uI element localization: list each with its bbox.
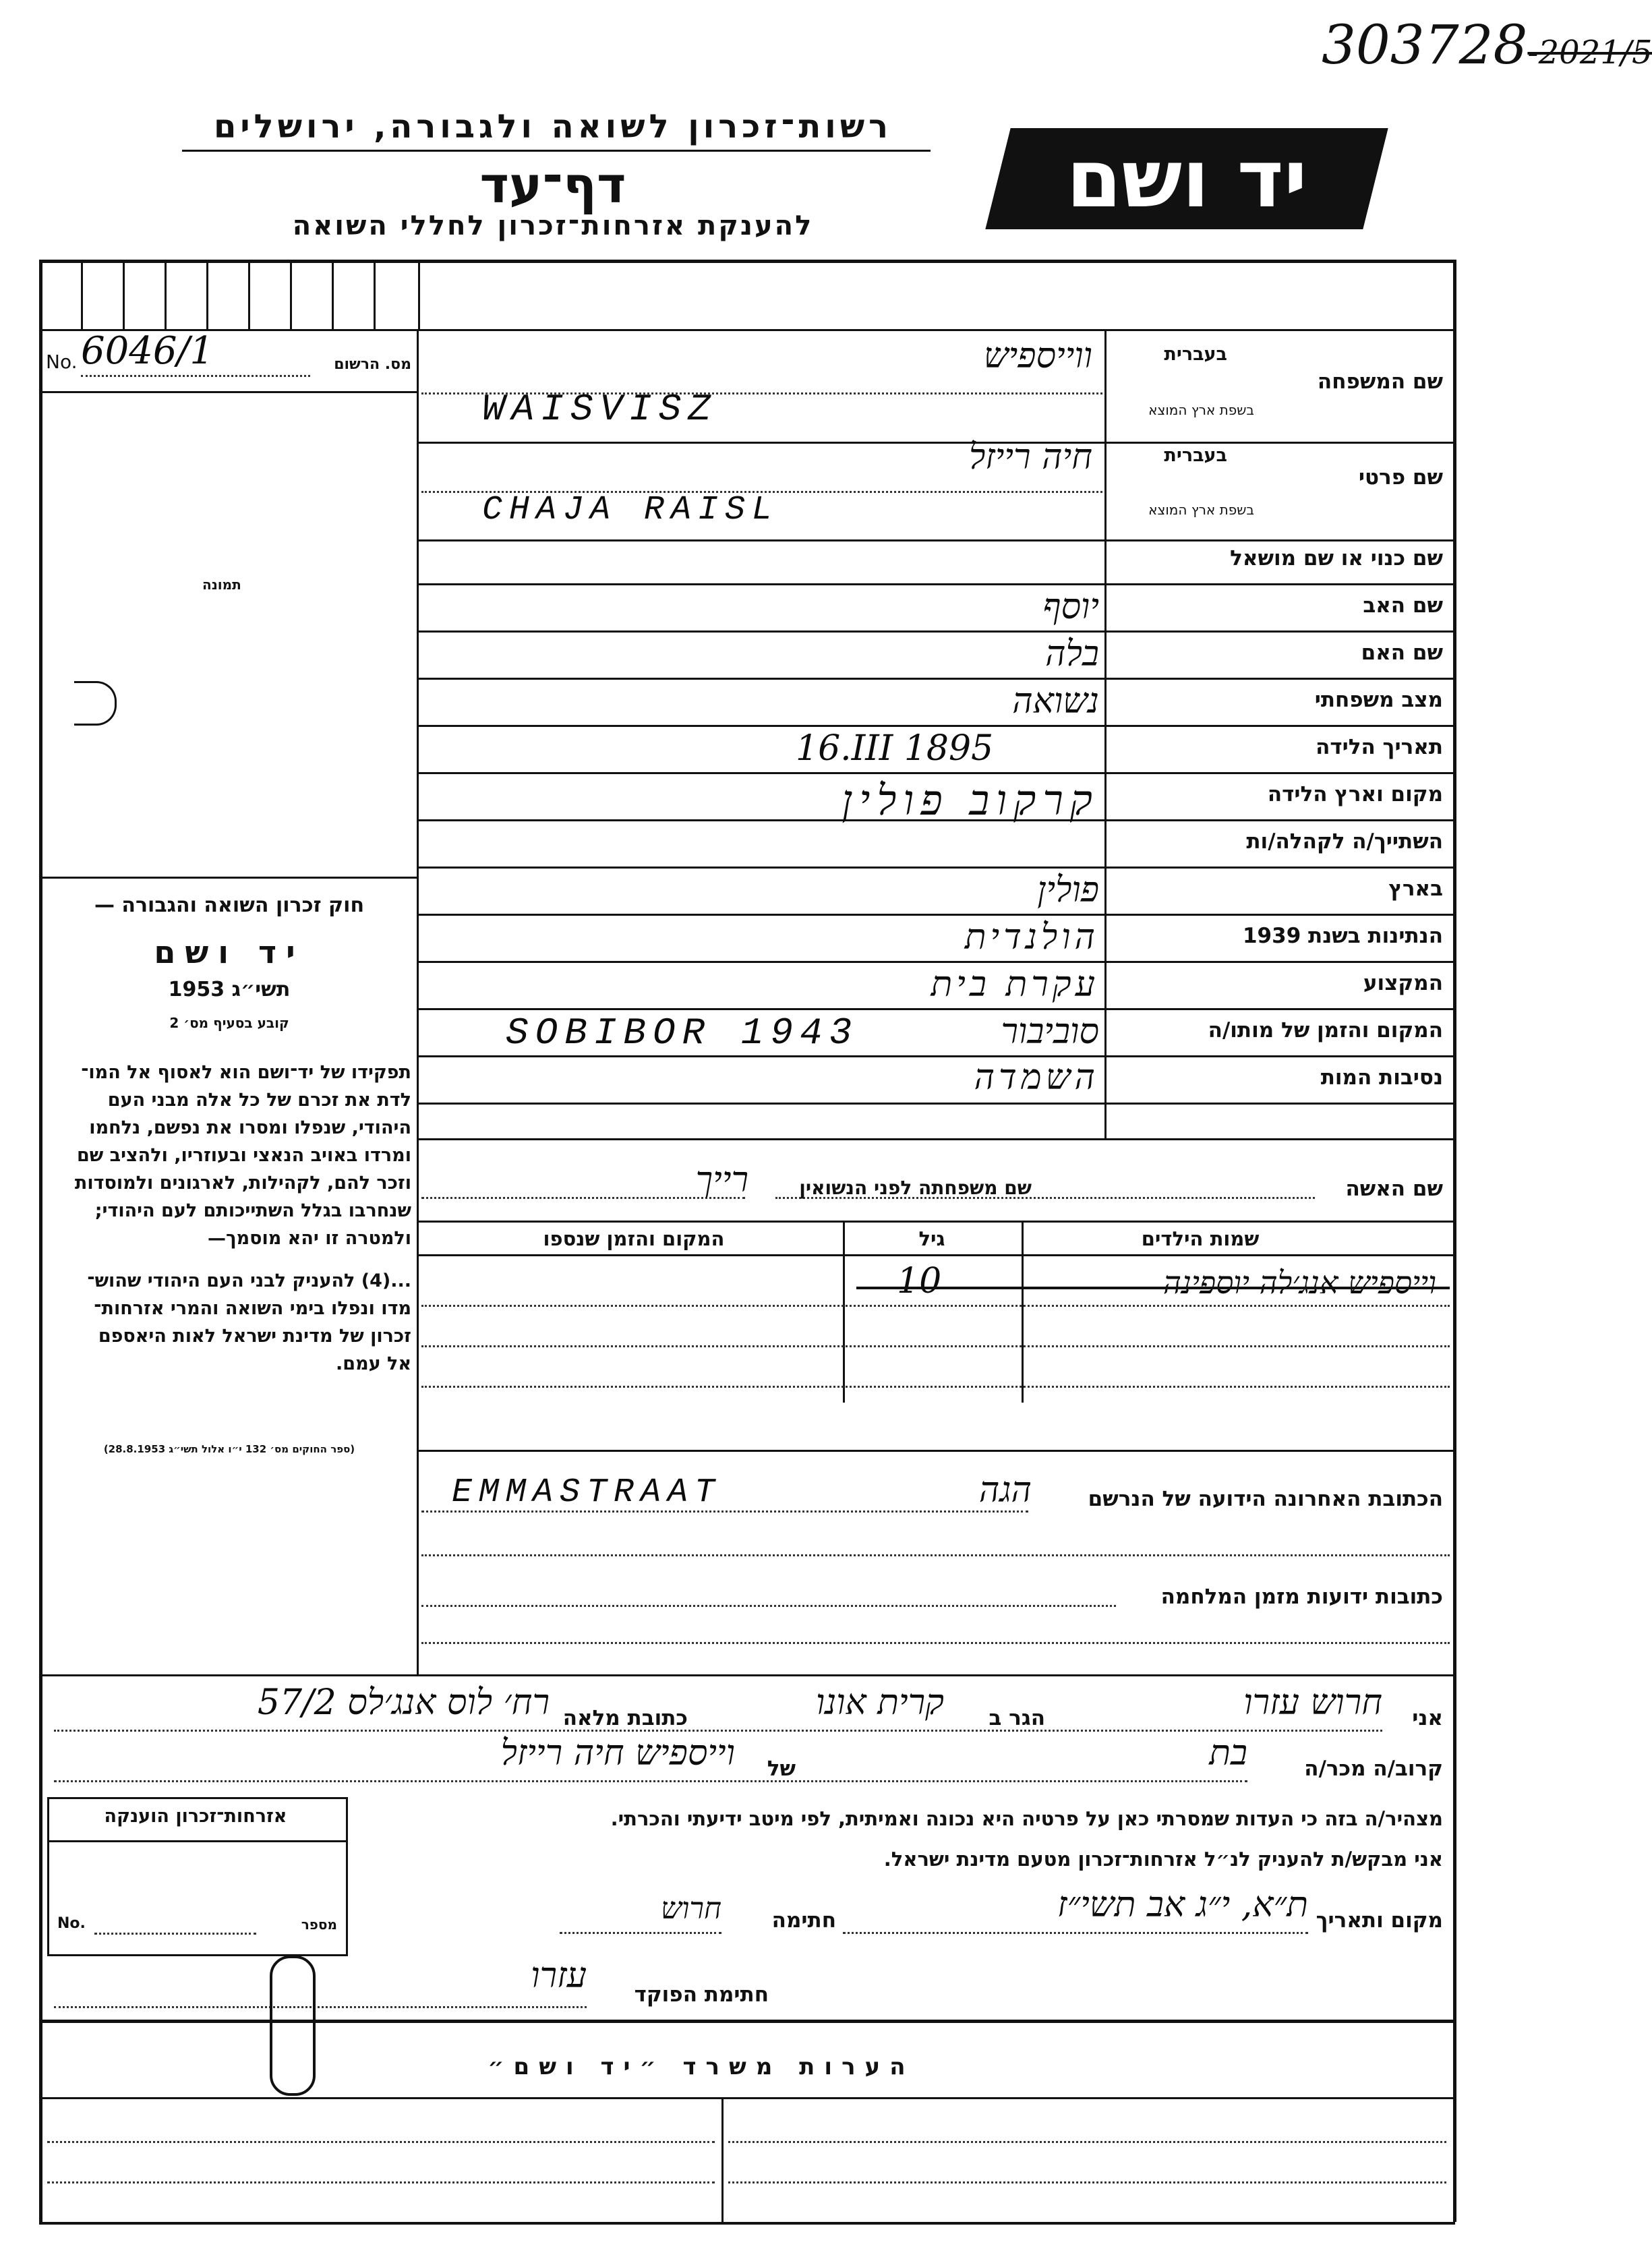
birth-date-value: 16.III 1895 [796, 728, 994, 769]
family-name-latin: WAISVISZ [482, 388, 717, 431]
citizenship-number-label: מספר [301, 1916, 337, 1933]
frame-left [39, 260, 42, 2020]
birth-date-label: תאריך הלידה [1316, 735, 1443, 759]
occupation-value: עקרת בית [931, 964, 1099, 1005]
father-label: שם האב [1363, 593, 1443, 618]
law-title: חוק זכרון השואה והגבורה — [94, 893, 365, 917]
remarks-title: הערות משרד ״יד ושם״ [488, 2053, 915, 2080]
law-line: היהודי, שנפלו ומסרו את נפשם, נלחמו [89, 1117, 411, 1138]
declarant-address: רח׳ לוס אנג׳לס 57/2 [257, 1682, 550, 1723]
maiden-name-value: רייך [695, 1160, 748, 1200]
law-line: אל עמם. [336, 1353, 411, 1374]
maiden-name-label: שם משפחתה לפני הנשואין [799, 1177, 1032, 1199]
family-name-label: שם המשפחה [1317, 370, 1443, 394]
occupation-label: המקצוע [1363, 971, 1443, 995]
last-address-label: הכתובת האחרונה הידועה של הנרשם [1088, 1487, 1443, 1511]
signature-value: חרוש [660, 1891, 721, 1926]
yad-vashem-logo [985, 128, 1388, 229]
death-circumstances-value: השמדה [974, 1057, 1099, 1098]
place-date-value: ת״א, י״ג אב תשי״ז [1057, 1885, 1308, 1925]
first-name-label: שם פרטי [1358, 465, 1443, 490]
tickbox-row-bottom [39, 329, 1455, 331]
citizenship-box-title: אזרחות־זכרון הוענקה [104, 1806, 287, 1827]
of-value: וייספיש חיה רייזל [500, 1733, 735, 1773]
citizenship-1939-value: הולנדית [964, 917, 1099, 958]
death-place-hebrew: סוביבור [1001, 1011, 1099, 1052]
officer-signature-label: חתימת הפוקד [634, 1983, 769, 2007]
law-line: תפקידו של יד־ושם הוא לאסוף אל המו־ [81, 1062, 411, 1083]
law-line: זכרון של מדינת ישראל לאות היאספם [98, 1326, 411, 1347]
first-name-hebrew-label: בעברית [1164, 445, 1227, 466]
declarant-label: אני [1412, 1706, 1443, 1730]
law-line: וזכר להם, לקהילות, לארגונים ולמוסדות [74, 1173, 411, 1194]
authority-name: רשות־זכרון לשואה ולגבורה, ירושלים [213, 108, 893, 146]
relation-value: בת [1209, 1733, 1247, 1773]
first-name-hebrew: חיה רייזל [968, 437, 1092, 477]
paper-clip-mark [270, 1956, 316, 2096]
law-line: ...(4) להעניק לבני העם היהודי שהוש־ [87, 1270, 411, 1291]
authority-underline [182, 150, 931, 152]
last-address-hebrew: הגה [978, 1470, 1032, 1510]
child-entry-strikeout [856, 1287, 1450, 1289]
left-column-divider [417, 329, 419, 1674]
age-column-header: גיל [918, 1227, 945, 1250]
form-title: דף־עד [479, 156, 626, 214]
marital-status-value: נשואה [1012, 681, 1099, 722]
law-line: לדת את זכרם של כל אלה מבני העם [107, 1090, 411, 1111]
family-name-hebrew-label: בעברית [1164, 344, 1227, 365]
marital-status-label: מצב משפחתי [1314, 688, 1443, 712]
photo-label: תמונה [202, 577, 241, 593]
country-value: פולין [1037, 870, 1099, 910]
wartime-address-label: כתובות ידועות מזמן המלחמה [1160, 1585, 1443, 1609]
law-line: מדו ונפלו בימי השואה והמרי אזרחות־ [94, 1298, 411, 1319]
first-name-origin-label: בשפת ארץ המוצא [1148, 502, 1254, 518]
first-name-latin: CHAJA RAISL [482, 491, 779, 529]
child-name: וייספיש אנג׳לה יוספינה [1163, 1264, 1436, 1301]
request-statement: אני מבקש/ת להעניק לנ״ל אזרחות־זכרון מטעם מדינת ישראל. [883, 1848, 1443, 1871]
family-name-hebrew: ווייספיש [983, 336, 1092, 376]
officer-signature-value: עזרו [531, 1956, 587, 1996]
citizenship-1939-label: הנתינות בשנת 1939 [1242, 924, 1443, 948]
community-label: השתייך/ה לקהלה/ות [1246, 829, 1443, 854]
form-subtitle: להענקת אזרחות־זכרון לחללי השואה [292, 210, 814, 241]
archive-number-extra: -2021/5 [1527, 34, 1652, 71]
declarant-name: חרוש עזרו [1243, 1682, 1382, 1723]
law-line: שנחרבו בגלל השתייכותם לעם היהודי; [94, 1200, 411, 1221]
law-line: ומרדו באויב הנאצי ובעוזריו, ולהציב שם [76, 1145, 411, 1166]
law-text [47, 1059, 411, 1378]
wife-label: שם האשה [1345, 1177, 1443, 1201]
mother-label: שם האם [1361, 641, 1443, 665]
birth-place-value: קרקוב פולין [842, 775, 1099, 825]
photo-clip-mark [74, 681, 117, 726]
place-time-column-header: המקום והזמן שנספו [543, 1227, 725, 1250]
citizenship-number-prefix: No. [57, 1915, 86, 1932]
full-address-label: כתובת מלאה [562, 1706, 688, 1730]
declaration-statement: מצהיר/ה בזה כי העדות שמסרתי כאן על פרטיה היא נכונה ואמיתית, לפי מיטב ידיעתי והכרתי. [610, 1807, 1443, 1830]
mother-name: בלה [1045, 634, 1099, 674]
law-citation: (ספר החוקים מס׳ 132 י״ו אלול תשי״ג 28.8.1953) [103, 1443, 355, 1455]
last-address-latin: EMMASTRAAT [452, 1473, 722, 1512]
logo-text: יד ושם [1066, 132, 1307, 225]
law-name: יד ושם [154, 934, 305, 970]
law-year: תשי״ג 1953 [168, 978, 291, 1001]
child-age: 10 [897, 1261, 942, 1301]
death-place-latin: SOBIBOR 1943 [506, 1011, 859, 1055]
father-name: יוסף [1042, 587, 1099, 627]
declarant-city: קרית אונו [816, 1682, 944, 1723]
resides-label: הגר ב [989, 1706, 1045, 1730]
place-date-label: מקום ותאריך [1316, 1908, 1443, 1933]
law-line: ולמטרה זו יהא מוסמך— [207, 1228, 411, 1249]
registration-label: מס. הרשום [334, 356, 411, 373]
death-place-label: המקום והזמן של מותו/ה [1208, 1018, 1443, 1043]
of-label: של [767, 1757, 796, 1781]
registration-number: 6046/1 [81, 329, 214, 373]
nickname-label: שם כנוי או שם מושאל [1230, 546, 1443, 570]
country-label: בארץ [1388, 877, 1443, 901]
law-clause: קובע בסעיף מס׳ 2 [169, 1015, 289, 1031]
relation-label: קרוב/ה מכר/ה [1304, 1757, 1443, 1781]
family-name-origin-label: בשפת ארץ המוצא [1148, 402, 1254, 418]
death-circumstances-label: נסיבות המות [1320, 1065, 1443, 1090]
archive-number [1322, 13, 1652, 76]
signature-label: חתימה [771, 1908, 836, 1933]
registration-prefix: No. [46, 351, 78, 373]
birth-place-label: מקום וארץ הלידה [1267, 782, 1443, 806]
children-column-header: שמות הילדים [1141, 1227, 1260, 1250]
archive-number-main: 303728 [1322, 13, 1528, 76]
frame-top [39, 260, 1455, 263]
